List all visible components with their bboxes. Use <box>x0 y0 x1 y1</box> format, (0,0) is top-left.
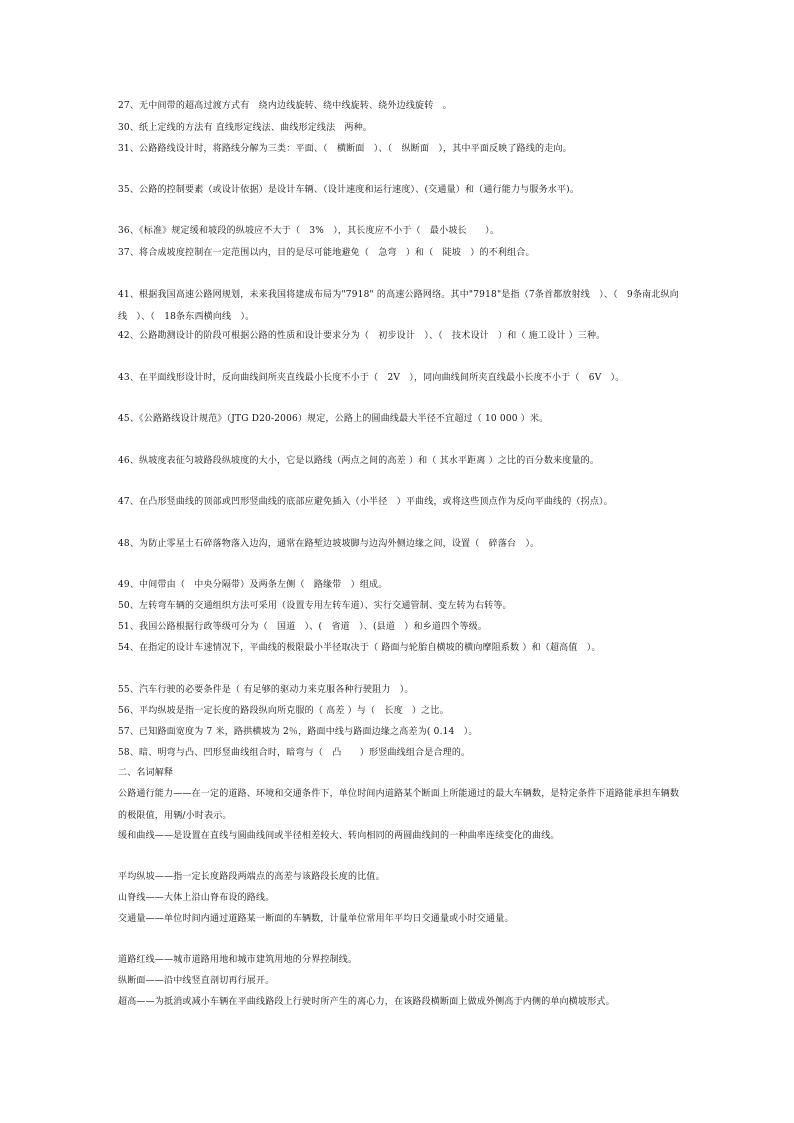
text-line: 49、中间带由（ 中央分隔带）及两条左侧（ 路缘带 ）组成。 <box>118 580 388 590</box>
text-line: 48、为防止零星土石碎落物落入边沟，通常在路堑边坡坡脚与边沟外侧边缘之间，设置（ 碎落台 ）。 <box>118 539 540 549</box>
text-line: 58、暗、明弯与凸、凹形竖曲线组合时，暗弯与（ 凸 ）形竖曲线组合是合理的。 <box>118 748 471 758</box>
text-line: 54、在指定的设计车速情况下，平曲线的极限最小半径取决于（ 路面与轮胎自横坡的横向摩阻系数 ）和（超高值 ）。 <box>118 643 601 653</box>
text-line: 36、《标准》规定缓和坡段的纵坡应不大于（ 3% ），其长度应不小于（ 最小坡长 ）。 <box>118 226 500 236</box>
text-line: 41、根据我国高速公路网规划，未来我国将建成布局为"7918" 的高速公路网络。其中"7918"是指（7条首都放射线 ）、（ 9条南北纵向线 ）、（ 18条东西横向线 ）。 <box>118 290 679 322</box>
text-line: 55、汽车行驶的必要条件是（ 有足够的驱动力来克服各种行驶阻力 ）。 <box>118 685 414 695</box>
section-heading: 二、名词解释 <box>118 768 174 778</box>
text-line: 50、左转弯车辆的交通组织方法可采用（设置专用左转车道）、实行交通管制、变左转为右转等。 <box>118 601 512 611</box>
definition: 山脊线——大体上沿山脊布设的路线。 <box>118 893 275 903</box>
text-line: 35、公路的控制要素（或设计依据）是设计车辆、（设计速度和运行速度）、(交通量）和（通行能力与服务水平)。 <box>118 185 580 195</box>
definition: 缓和曲线——是设置在直线与圆曲线间或半径相差较大、转向相同的两圆曲线间的一种曲率连续变化的曲线。 <box>118 831 560 841</box>
text-line: 47、在凸形竖曲线的顶部或凹形竖曲线的底部应避免插入（小半径 ）平曲线，或将这些顶点作为反向平曲线的（拐点）。 <box>118 497 613 507</box>
text-line: 57、已知路面宽度为 7 米，路拱横坡为 2％，路面中线与路面边缘之高差为( 0.14 ）。 <box>118 727 478 737</box>
definition: 公路通行能力——在一定的道路、环境和交通条件下，单位时间内道路某个断面上所能通过的最大车辆数，是特定条件下道路能承担车辆数的极限值，用辆/小时表示。 <box>118 789 680 821</box>
text-line: 43、在平面线形设计时，反向曲线间所夹直线最小长度不小于（ 2V ），同向曲线间所夹直线最小长度不小于（ 6V ）。 <box>118 373 625 383</box>
text-line: 56、平均纵坡是指一定长度的路段纵向所克服的（ 高差 ）与（ 长度 ）之比。 <box>118 706 449 716</box>
definition: 纵断面——沿中线竖直剖切再行展开。 <box>118 976 275 986</box>
text-line: 46、纵坡度表征匀坡路段纵坡度的大小，它是以路线（两点之间的高差 ）和（ 其水平距离 ）之比的百分数来度量的。 <box>118 456 600 466</box>
definition: 交通量——单位时间内通过道路某一断面的车辆数，计量单位常用年平均日交通量或小时交通量。 <box>118 914 514 924</box>
definition: 道路红线——城市道路用地和城市建筑用地的分界控制线。 <box>118 955 358 965</box>
definition: 超高——为抵消或减小车辆在平曲线路段上行驶时所产生的离心力，在该路段横断面上做成外侧高于内侧的单向横坡形式。 <box>118 997 615 1007</box>
text-line: 31、公路路线设计时，将路线分解为三类：平面、（ 横断面 ）、（ 纵断面 ），其中平面反映了路线的走向。 <box>118 144 572 154</box>
text-line: 42、公路勘测设计的阶段可根据公路的性质和设计要求分为（ 初步设计 ）、（ 技术设计 ）和（ 施工设计 ）三种。 <box>118 331 606 341</box>
definition: 平均纵坡——指一定长度路段两端点的高差与该路段长度的比值。 <box>118 872 385 882</box>
text-line: 30、纸上定线的方法有 直线形定线法、曲线形定线法 两种。 <box>118 123 373 133</box>
text-line: 27、无中间带的超高过渡方式有 绕内边线旋转、绕中线旋转、绕外边线旋转 。 <box>118 101 452 111</box>
text-line: 45、《公路路线设计规范》（JTG D20-2006）规定，公路上的圆曲线最大半径不宜超过（ 10 000 ）米。 <box>118 414 549 424</box>
text-line: 37、将合成坡度控制在一定范围以内，目的是尽可能地避免（ 急弯 ）和（ 陡坡 ）的不利组合。 <box>118 248 535 258</box>
text-line: 51、我国公路根据行政等级可分为（ 国道 ）、( 省道 ）、(县道 ）和乡道四个等级。 <box>118 622 488 632</box>
